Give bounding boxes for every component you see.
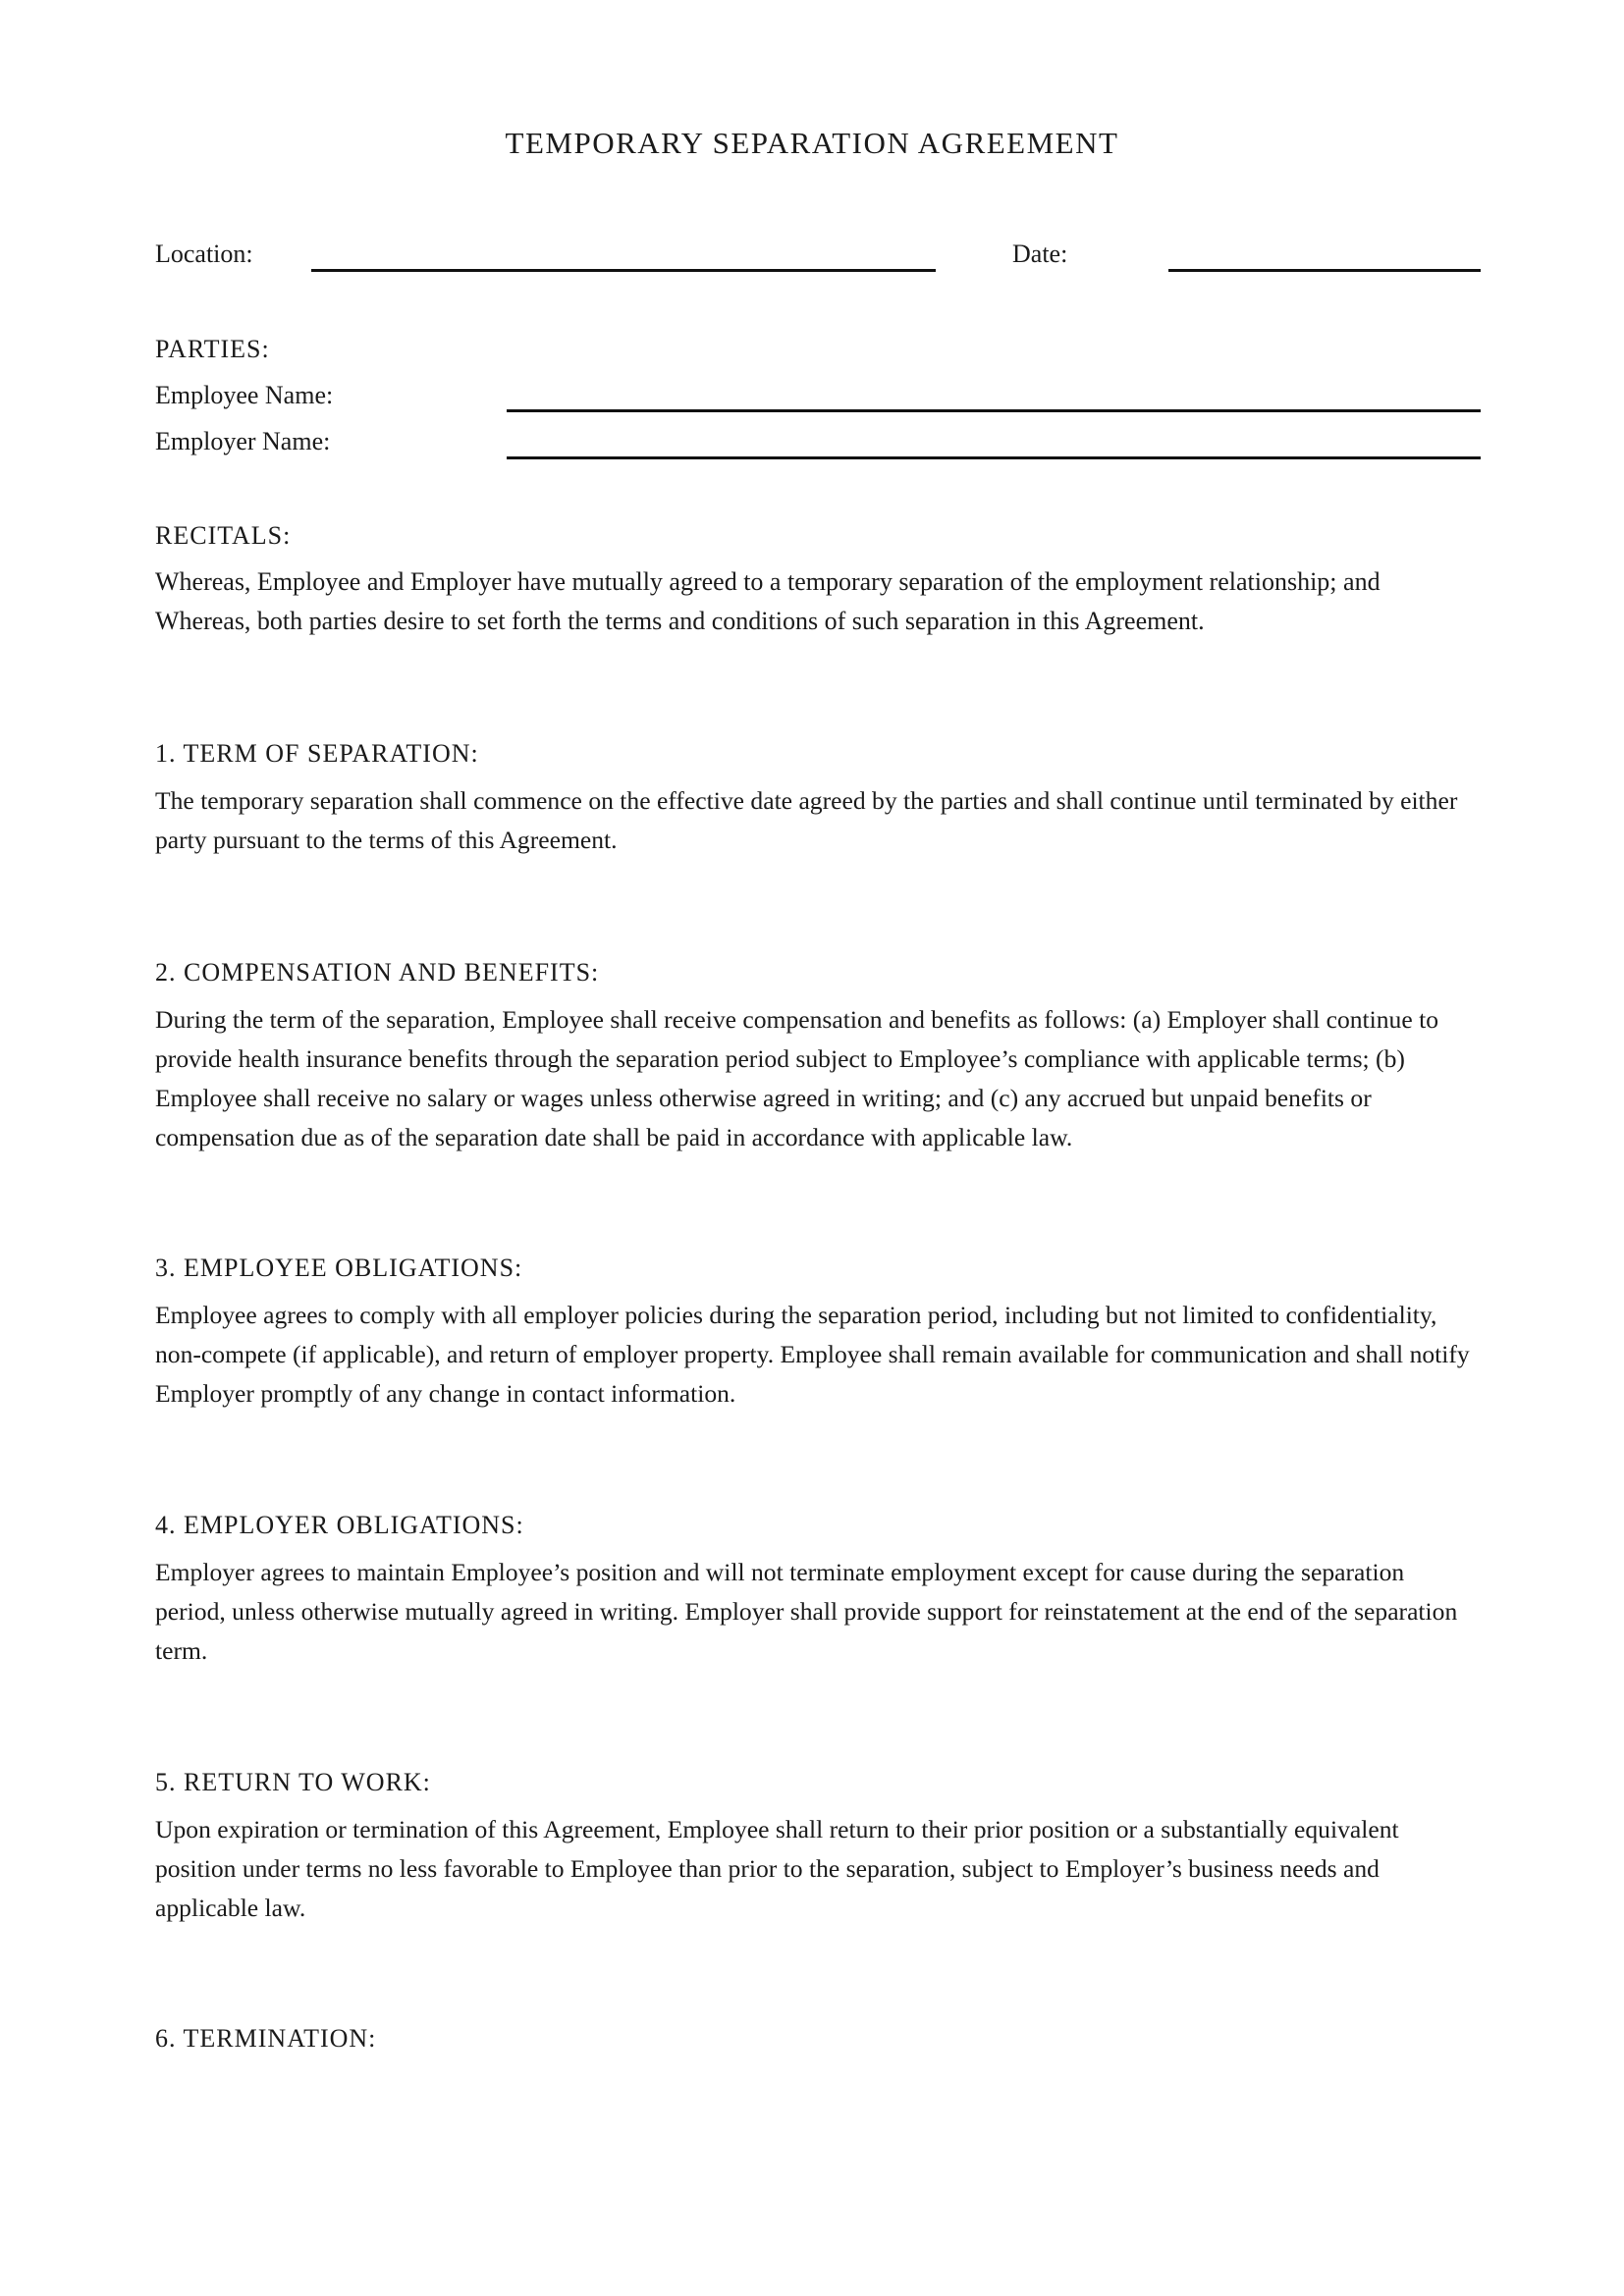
section-heading-employer-obligations: 4. EMPLOYER OBLIGATIONS: (155, 1511, 524, 1539)
section-body-term: The temporary separation shall commence on the effective date agreed by the parties and shall continue until terminated by either party pursuant to the terms of this Agreement. (155, 786, 1458, 854)
section-heading-compensation: 2. COMPENSATION AND BENEFITS: (155, 958, 600, 987)
date-label: Date: (1012, 240, 1068, 268)
parties-heading: PARTIES: (155, 335, 270, 363)
employee-name-label: Employee Name: (155, 381, 334, 409)
section-heading-term: 1. TERM OF SEPARATION: (155, 739, 479, 768)
section-body-compensation: During the term of the separation, Employee shall receive compensation and benefits as follows: (a) Employer shall continue to provide health insurance benefits through the separation period subject to Employee’s compliance with applicable terms; (b) Employee shall receive no salary or wages unless otherwise agreed in writing; and (c) any accrued but unpaid benefits or compensation due as of the separation date shall be paid in accordance with applicable law. (155, 1005, 1439, 1151)
location-field[interactable] (311, 269, 936, 272)
section-body-employee-obligations: Employee agrees to comply with all employer policies during the separation period, including but not limited to confidentiality, non-compete (if applicable), and return of employer property. Employee shall remain available for communication and shall notify Employer promptly of any change in contact information. (155, 1301, 1470, 1408)
employer-name-field[interactable] (507, 456, 1481, 459)
section-body-return-to-work: Upon expiration or termination of this Agreement, Employee shall return to their prior position or a substantially equivalent position under terms no less favorable to Employee than prior to the separation, subject to Employer’s business needs and applicable law. (155, 1815, 1399, 1922)
recitals-line-1: Whereas, Employee and Employer have mutually agreed to a temporary separation of the employment relationship; and (155, 567, 1380, 596)
recitals-line-2: Whereas, both parties desire to set forth the terms and conditions of such separation in this Agreement. (155, 607, 1205, 635)
recitals-heading: RECITALS: (155, 521, 292, 550)
date-field[interactable] (1168, 269, 1481, 272)
document-title: TEMPORARY SEPARATION AGREEMENT (505, 126, 1119, 160)
location-label: Location: (155, 240, 253, 268)
section-heading-termination: 6. TERMINATION: (155, 2024, 377, 2053)
section-heading-employee-obligations: 3. EMPLOYEE OBLIGATIONS: (155, 1254, 523, 1282)
employee-name-field[interactable] (507, 409, 1481, 412)
section-heading-return-to-work: 5. RETURN TO WORK: (155, 1768, 431, 1796)
employer-name-label: Employer Name: (155, 427, 331, 455)
section-body-employer-obligations: Employer agrees to maintain Employee’s position and will not terminate employment except for cause during the separation period, unless otherwise mutually agreed in writing. Employer shall provide support for reinstatement at the end of the separation term. (155, 1558, 1458, 1665)
